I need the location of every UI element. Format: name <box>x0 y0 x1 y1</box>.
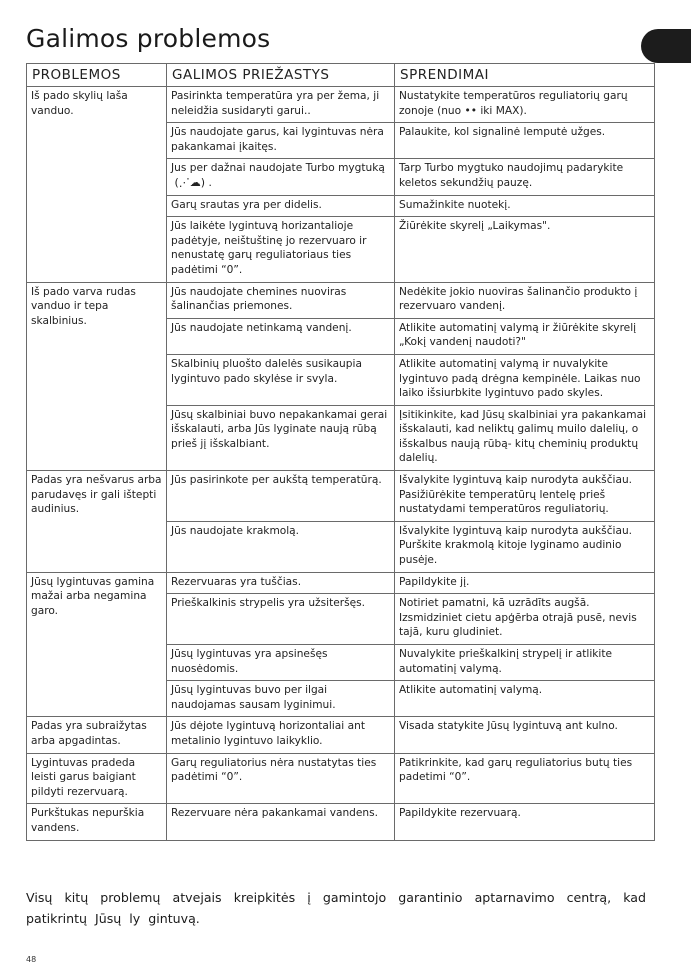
table-row <box>27 753 655 804</box>
cause-cell: Pasirinkta temperatūra yra per žema, ji neleidžia susidaryti garui.. <box>167 87 395 123</box>
table-row <box>27 87 655 123</box>
cause-cell: Jūs naudojate chemines nuoviras šalinančias priemones. <box>167 282 395 318</box>
solution-cell: Papildykite jį. <box>395 572 655 594</box>
cause-cell: Prieškalkinis strypelis yra užsiteršęs. <box>167 594 395 645</box>
table-row <box>27 717 655 753</box>
table-row <box>27 804 655 840</box>
problem-cell: Padas yra subraižytas arba apgadintas. <box>27 717 167 753</box>
solution-cell: Patikrinkite, kad garų reguliatorius butų ties padetimi “0”. <box>395 753 655 804</box>
solution-cell: Tarp Turbo mygtuko naudojimų padarykite keletos sekundžių pauzę. <box>395 159 655 195</box>
footer-note: Visų kitų problemų atvejais kreipkitės į gamintojo garantinio aptarnavimo centrą, kad patikrintų Jūsų ly gintuvą. <box>26 890 646 926</box>
table-row <box>27 572 655 594</box>
solution-cell: Sumažinkite nuotekį. <box>395 195 655 217</box>
problem-cell: Iš pado skylių laša vanduo. <box>27 87 167 283</box>
cause-cell: Garų srautas yra per didelis. <box>167 195 395 217</box>
cause-cell: Jūs naudojate netinkamą vandenį. <box>167 318 395 354</box>
cause-cell: Jūs pasirinkote per aukštą temperatūrą. <box>167 471 395 522</box>
table-body <box>27 87 655 841</box>
page-title: Galimos problemos <box>26 24 271 53</box>
cause-cell: Jūs laikėte lygintuvą horizantalioje padėtyje, neištuštinę jo rezervuaro ir nenustatę garų reguliatoriaus ties padėtimi “0”. <box>167 217 395 282</box>
solution-cell: Atlikite automatinį valymą ir žiūrėkite skyrelį „Kokį vandenį naudoti?" <box>395 318 655 354</box>
language-tab-marker <box>641 29 691 63</box>
problem-cell: Padas yra nešvarus arba parudavęs ir gali ištepti audinius. <box>27 471 167 573</box>
problem-cell: Purkštukas nepurškia vandens. <box>27 804 167 840</box>
cause-cell: Jūs dėjote lygintuvą horizontaliai ant metalinio lygintuvo laikyklio. <box>167 717 395 753</box>
table-header-row <box>27 64 655 87</box>
problem-cell: Lygintuvas pradeda leisti garus baigiant pildyti rezervuarą. <box>27 753 167 804</box>
cause-cell: Garų reguliatorius nėra nustatytas ties padėtimi “0”. <box>167 753 395 804</box>
solution-cell: Nedėkite jokio nuoviras šalinančio produkto į rezervuaro vandenį. <box>395 282 655 318</box>
table-row <box>27 282 655 318</box>
solution-cell: Atlikite automatinį valymą ir nuvalykite lygintuvo padą drėgna kempinėle. Laikas nuo laiko išsiurbkite lygintuvo pado skyles. <box>395 354 655 405</box>
column-header-solutions: SPRENDIMAI <box>395 64 655 87</box>
solution-cell: Atlikite automatinį valymą. <box>395 681 655 717</box>
page-number: 48 <box>26 955 37 964</box>
problem-cell: Iš pado varva rudas vanduo ir tepa skalbinius. <box>27 282 167 471</box>
solution-cell: Nuvalykite prieškalkinį strypelį ir atlikite automatinį valymą. <box>395 645 655 681</box>
table-row <box>27 471 655 522</box>
solution-cell: Išvalykite lygintuvą kaip nurodyta aukščiau. Pasižiūrėkite temperatūrų lentelę prieš nustatydami temperatūros reguliatorių. <box>395 471 655 522</box>
problem-cell: Jūsų lygintuvas gamina mažai arba negamina garo. <box>27 572 167 717</box>
solution-cell: Palaukite, kol signalinė lemputė užges. <box>395 123 655 159</box>
cause-cell: Rezervuaras yra tuščias. <box>167 572 395 594</box>
solution-cell: Įsitikinkite, kad Jūsų skalbiniai yra pakankamai išskalauti, kad neliktų galimų muilo dalelių, o išskalbus naują rūbą- kitų cheminių produktų dalelių. <box>395 405 655 470</box>
cause-cell: Jūsų lygintuvas yra apsinešęs nuosėdomis. <box>167 645 395 681</box>
cause-cell: Skalbinių pluošto dalelės susikaupia lygintuvo pado skylėse ir svyla. <box>167 354 395 405</box>
cause-cell: Rezervuare nėra pakankamai vandens. <box>167 804 395 840</box>
cause-cell: Jūsų skalbiniai buvo nepakankamai gerai išskalauti, arba Jūs lyginate naują rūbą prieš jį išskalbiant. <box>167 405 395 470</box>
cause-cell: Jūs naudojate krakmolą. <box>167 521 395 572</box>
cause-suffix: . <box>205 176 212 189</box>
solution-cell: Visada statykite Jūsų lygintuvą ant kulno. <box>395 717 655 753</box>
cause-text: Jus per dažnai naudojate Turbo mygtuką <box>171 162 385 175</box>
troubleshooting-table <box>26 63 655 841</box>
solution-cell: Nustatykite temperatūros reguliatorių garų zonoje (nuo •• iki MAX). <box>395 87 655 123</box>
cause-cell: Jūs naudojate garus, kai lygintuvas nėra pakankamai įkaitęs. <box>167 123 395 159</box>
column-header-problems: PROBLEMOS <box>27 64 167 87</box>
cause-cell: Jūsų lygintuvas buvo per ilgai naudojamas sausam lyginimui. <box>167 681 395 717</box>
solution-cell: Žiūrėkite skyrelį „Laikymas". <box>395 217 655 282</box>
solution-cell: Papildykite rezervuarą. <box>395 804 655 840</box>
solution-cell: Notiriet pamatni, kā uzrādīts augšā. Izsmidziniet cietu apģērba otrajā pusē, nevis tajā, kuru gludiniet. <box>395 594 655 645</box>
cause-cell <box>167 159 395 195</box>
solution-cell: Išvalykite lygintuvą kaip nurodyta aukščiau. Purškite krakmolą kitoje lyginamo audinio pusėje. <box>395 521 655 572</box>
column-header-causes: GALIMOS PRIEŽASTYS <box>167 64 395 87</box>
steam-burst-icon: (⋰☁) <box>171 175 206 189</box>
